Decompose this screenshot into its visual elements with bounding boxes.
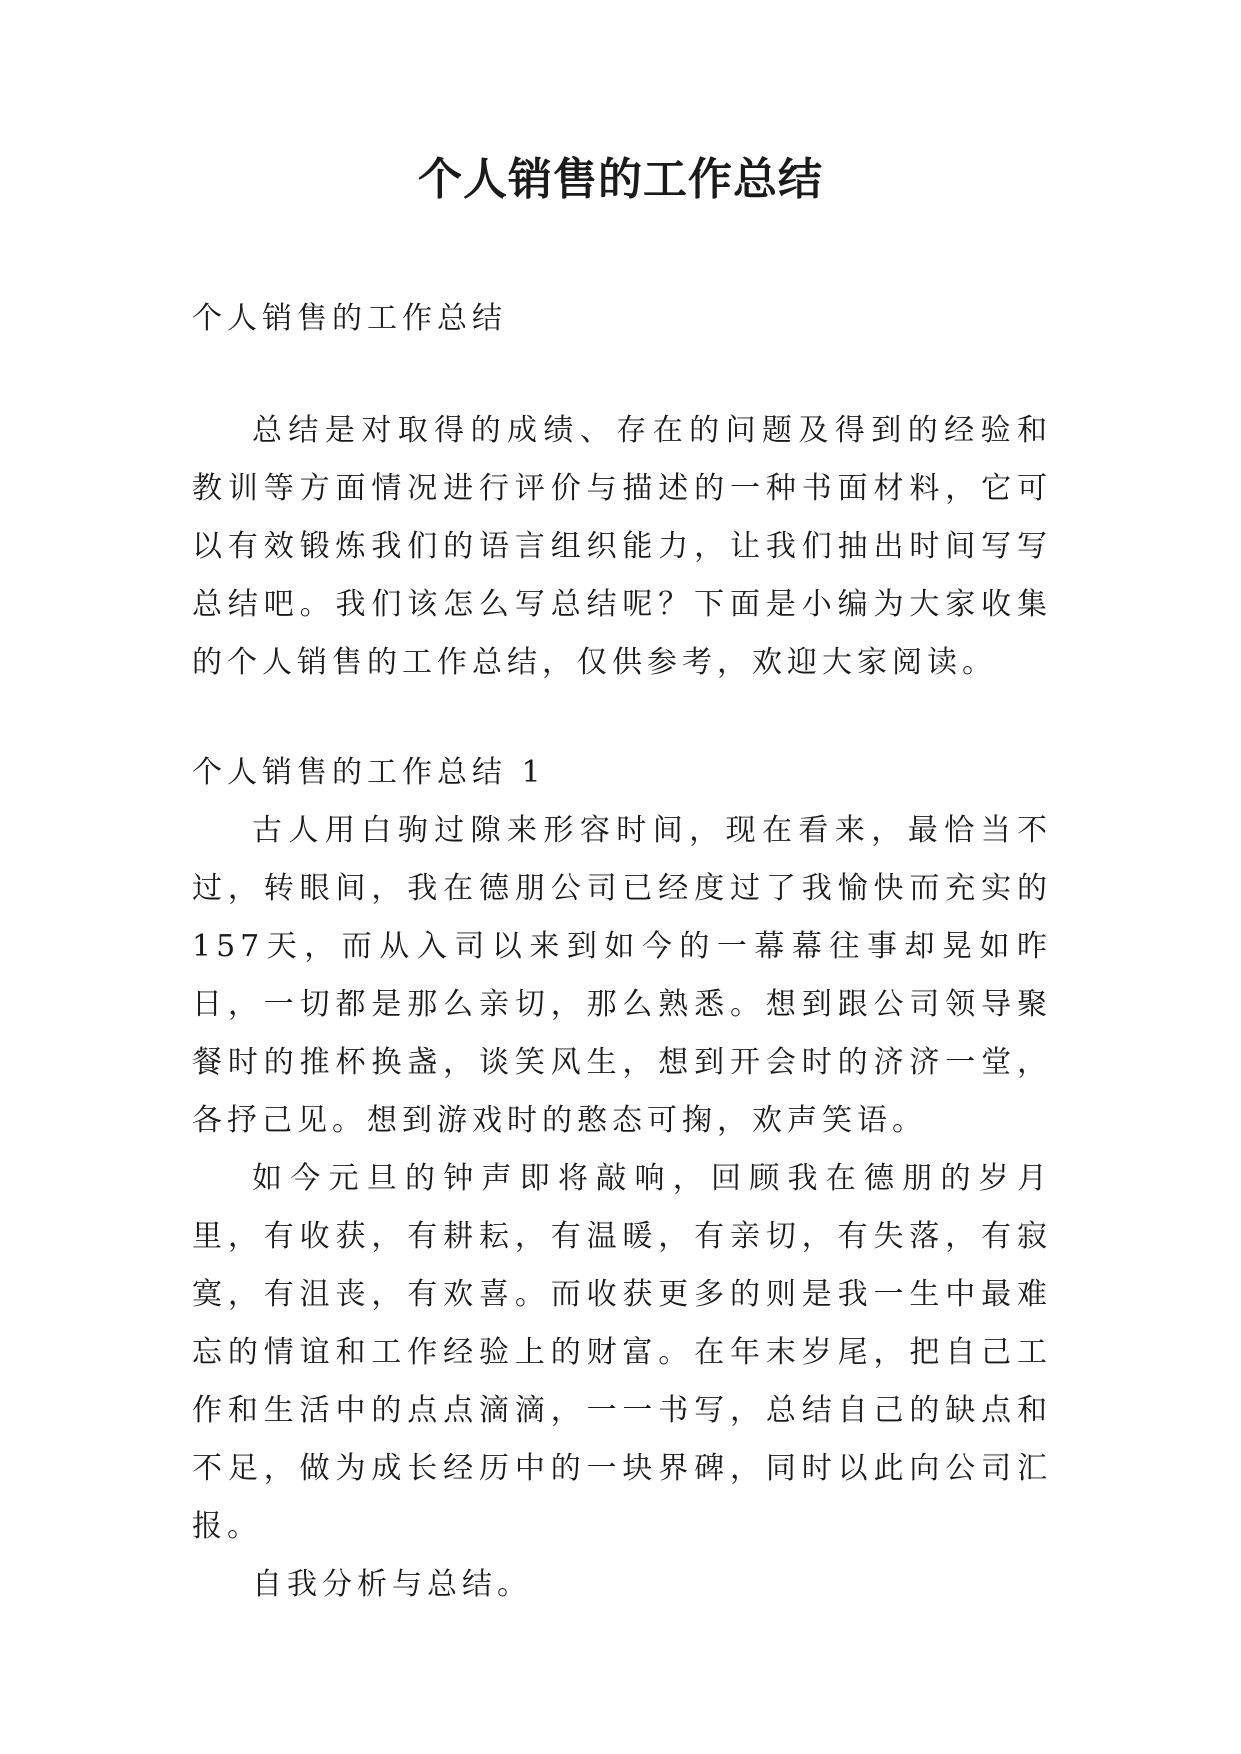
body-paragraph: 自我分析与总结。 bbox=[252, 1567, 532, 1602]
body-paragraph: 如今元旦的钟声即将敲响，回顾我在德朋的岁月里，有收获，有耕耘，有温暖，有亲切，有失落，有寂寞，有沮丧，有欢喜。而收获更多的则是我一生中最难忘的情谊和工作经验上的财富。在年末岁尾，把自己工作和生活中的点点滴滴，一一书写，总结自己的缺点和不足，做为成长经历中的一块界碑，同时以此向公司汇报。 bbox=[192, 1161, 1052, 1544]
document-title: 个人销售的工作总结 bbox=[418, 154, 823, 205]
document-subtitle: 个人销售的工作总结 bbox=[192, 301, 507, 336]
body-paragraph: 古人用白驹过隙来形容时间，现在看来，最恰当不过，转眼间，我在德朋公司已经度过了我愉快而充实的157天，而从入司以来到如今的一幕幕往事却晃如昨日，一切都是那么亲切，那么熟悉。想到跟公司领导聚餐时的推杯换盏，谈笑风生，想到开会时的济济一堂，各抒己见。想到游戏时的憨态可掬，欢声笑语。 bbox=[192, 813, 1052, 1138]
intro-paragraph: 总结是对取得的成绩、存在的问题及得到的经验和教训等方面情况进行评价与描述的一种书面材料，它可以有效锻炼我们的语言组织能力，让我们抽出时间写写总结吧。我们该怎么写总结呢？下面是小编为大家收集的个人销售的工作总结，仅供参考，欢迎大家阅读。 bbox=[192, 413, 1052, 680]
section-heading: 个人销售的工作总结 1 bbox=[192, 755, 546, 790]
document-body bbox=[192, 290, 1052, 1614]
